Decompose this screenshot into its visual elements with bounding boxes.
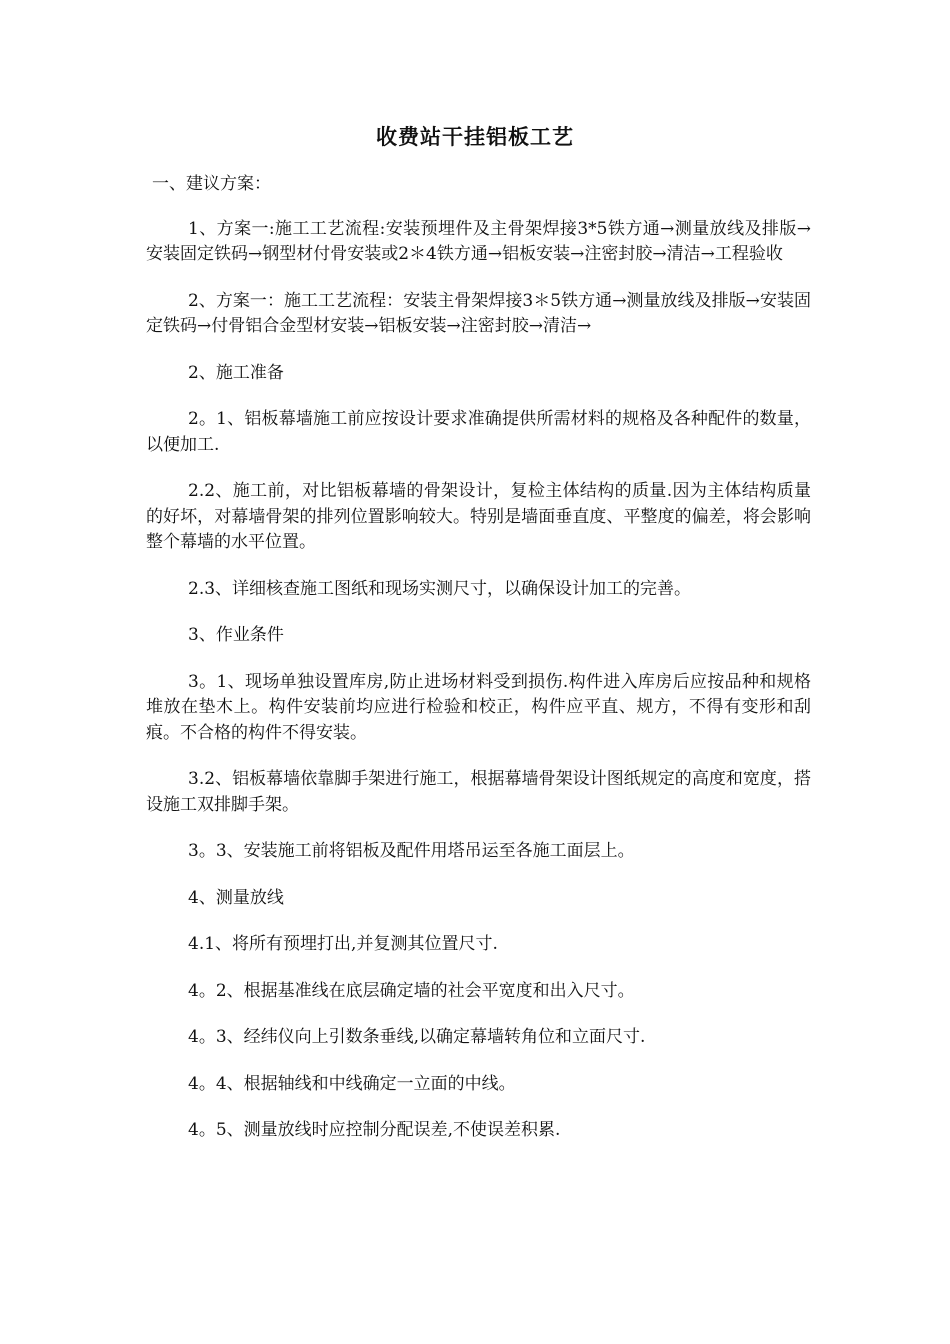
section-heading-proposal: 一、建议方案： <box>152 174 271 194</box>
paragraph-2-1: 2。1、铝板幕墙施工前应按设计要求准确提供所需材料的规格及各种配件的数量，以便加工. <box>146 409 811 455</box>
paragraph-4-2: 4。2、根据基准线在底层确定墙的社会平宽度和出入尺寸。 <box>188 980 635 1001</box>
paragraph-3-1: 3。1、现场单独设置库房,防止进场材料受到损伤.构件进入库房后应按品种和规格堆放在垫木上。构件安装前均应进行检验和校正，构件应平直、规方，不得有变形和刮痕。不合格的构件不得安装。 <box>146 671 811 743</box>
paragraph-3-3: 3。3、安装施工前将铝板及配件用塔吊运至各施工面层上。 <box>188 841 635 861</box>
paragraph-4-4: 4。4、根据轴线和中线确定一立面的中线。 <box>188 1073 516 1094</box>
paragraph-2-3: 2.3、详细核查施工图纸和现场实测尺寸，以确保设计加工的完善。 <box>188 578 692 599</box>
section-heading-conditions: 3、作业条件 <box>188 625 284 645</box>
paragraph-4-1: 4.1、将所有预埋打出,并复测其位置尺寸. <box>188 934 498 954</box>
paragraph-plan-1: 1、方案一:施工工艺流程:安装预埋件及主骨架焊接3*5铁方通→测量放线及排版→安装固定铁码→钢型材付骨安装或2＊4铁方通→铝板安装→注密封胶→清洁→工程验收 <box>146 218 811 264</box>
paragraph-3-2: 3.2、铝板幕墙依靠脚手架进行施工，根据幕墙骨架设计图纸规定的高度和宽度，搭设施工双排脚手架。 <box>146 769 811 815</box>
document-title: 收费站干挂铝板工艺 <box>376 124 574 149</box>
paragraph-2-2: 2.2、施工前，对比铝板幕墙的骨架设计，复检主体结构的质量.因为主体结构质量的好坏，对幕墙骨架的排列位置影响较大。特别是墙面垂直度、平整度的偏差，将会影响整个幕墙的水平位置。 <box>146 481 811 552</box>
paragraph-4-3: 4。3、经纬仪向上引数条垂线,以确定幕墙转角位和立面尺寸. <box>188 1027 646 1047</box>
paragraph-plan-2: 2、方案一：施工工艺流程：安装主骨架焊接3＊5铁方通→测量放线及排版→安装固定铁码→付骨铝合金型材安装→铝板安装→注密封胶→清洁→ <box>146 290 811 336</box>
section-heading-preparation: 2、施工准备 <box>188 362 284 383</box>
paragraph-4-5: 4。5、测量放线时应控制分配误差,不使误差积累. <box>188 1120 561 1140</box>
section-heading-survey: 4、测量放线 <box>188 887 284 908</box>
document-body <box>146 172 811 1165</box>
